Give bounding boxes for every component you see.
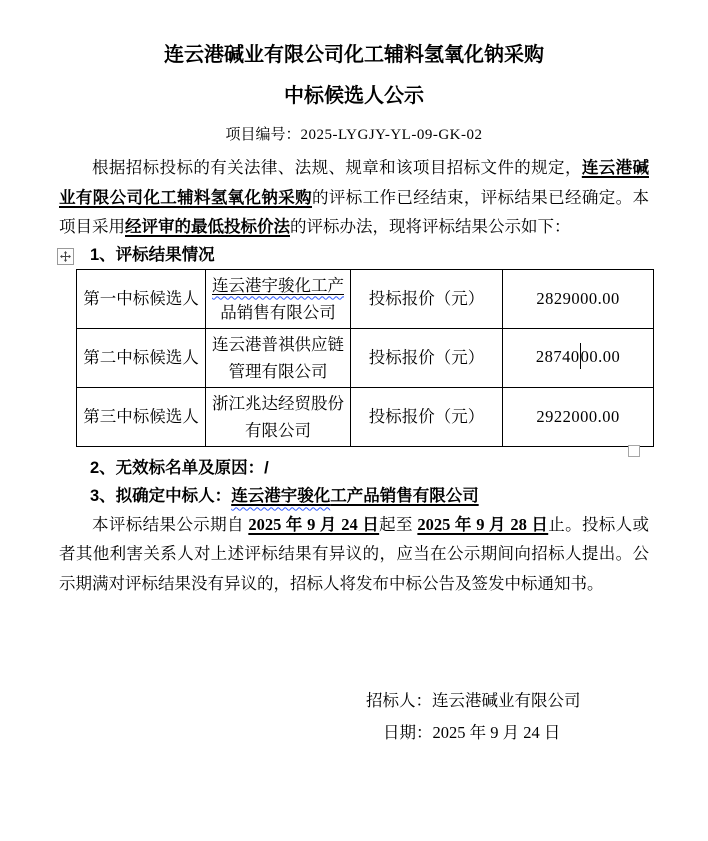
intro-method-emphasis: 经评审的最低投标价法 [125, 217, 290, 236]
table-row [77, 328, 654, 387]
table-row [77, 269, 654, 328]
company-name-line1: 连云港宇骏化工产 [212, 275, 344, 295]
company-name-line2: 有限公司 [245, 420, 311, 440]
price-label-cell[interactable]: 投标报价（元） [351, 269, 503, 328]
price-after-caret: 00.00 [580, 346, 621, 366]
intro-text-3: 的评标办法，现将评标结果公示如下： [290, 217, 571, 236]
closing-text-1: 本评标结果公示期自 [92, 514, 249, 534]
table-resize-handle[interactable] [628, 445, 640, 457]
document-title-line1[interactable]: 连云港碱业有限公司化工辅料氢氧化钠采购 [164, 44, 544, 66]
intro-text-2: 的评标工作已经结束，评标结果已经确定。本项目采用 [59, 187, 650, 236]
price-value-cell[interactable]: 2829000.00 [503, 269, 654, 328]
company-name-line1: 浙江兆达经贸股份 [212, 393, 344, 413]
winner-label: 3、拟确定中标人： [90, 486, 232, 505]
rank-cell[interactable]: 第一中标候选人 [77, 269, 206, 328]
rank-cell[interactable]: 第三中标候选人 [77, 387, 206, 446]
price-label-cell[interactable]: 投标报价（元） [351, 387, 503, 446]
intro-text-1: 根据招标投标的有关法律、法规、规章和该项目招标文件的规定， [92, 158, 582, 177]
section2-heading[interactable]: 2、无效标名单及原因：/ [90, 458, 269, 477]
signature-bidder-line[interactable]: 招标人：连云港碱业有限公司 [366, 691, 581, 710]
company-name-line1: 连云港普祺供应链 [212, 334, 344, 354]
section3-heading[interactable] [90, 482, 708, 510]
signature-date-line[interactable]: 日期：2025 年 9 月 24 日 [383, 723, 561, 742]
company-cell[interactable] [206, 269, 351, 328]
intro-paragraph[interactable] [59, 153, 649, 242]
closing-text-2: 起至 [379, 514, 418, 534]
table-row [77, 387, 654, 446]
price-label-cell[interactable]: 投标报价（元） [351, 328, 503, 387]
move-arrows-icon [60, 251, 71, 262]
rank-cell[interactable]: 第二中标候选人 [77, 328, 206, 387]
result-table-wrap [76, 269, 633, 447]
project-number-line[interactable] [0, 124, 708, 146]
project-number-value: 2025-LYGJY-YL-09-GK-02 [300, 127, 483, 143]
evaluation-result-table [76, 269, 654, 447]
project-number-label: 项目编号： [225, 127, 301, 143]
section1-heading[interactable]: 1、评标结果情况 [90, 245, 215, 264]
company-name-line2: 品销售有限公司 [220, 302, 336, 322]
price-value-cell[interactable]: 2922000.00 [503, 387, 654, 446]
price-value-cell[interactable] [503, 328, 654, 387]
publicity-start-date: 2025 年 9 月 24 日 [248, 514, 380, 534]
winner-name-rest: 工产品销售有限公司 [330, 486, 479, 505]
winner-name-wavy-part: 连云港宇骏化 [231, 486, 331, 505]
price-before-caret: 28740 [535, 346, 580, 366]
document-title-line2[interactable]: 中标候选人公示 [284, 85, 424, 107]
company-cell[interactable] [206, 387, 351, 446]
closing-text-3: 止。投标人或者其他利害关系人对上述评标结果有异议的，应当在公示期间向招标人提出。公示期满对评标结果没有异议的，招标人将发布中标公告及签发中标通知书。 [59, 514, 650, 593]
company-cell[interactable] [206, 328, 351, 387]
intro-project-name-emphasis: 连云港碱业有限公司化工辅料氢氧化钠采购 [59, 158, 649, 207]
table-move-handle[interactable] [57, 248, 74, 265]
company-name-line2: 管理有限公司 [228, 361, 328, 381]
closing-paragraph[interactable] [59, 510, 649, 599]
publicity-end-date: 2025 年 9 月 28 日 [417, 514, 549, 534]
